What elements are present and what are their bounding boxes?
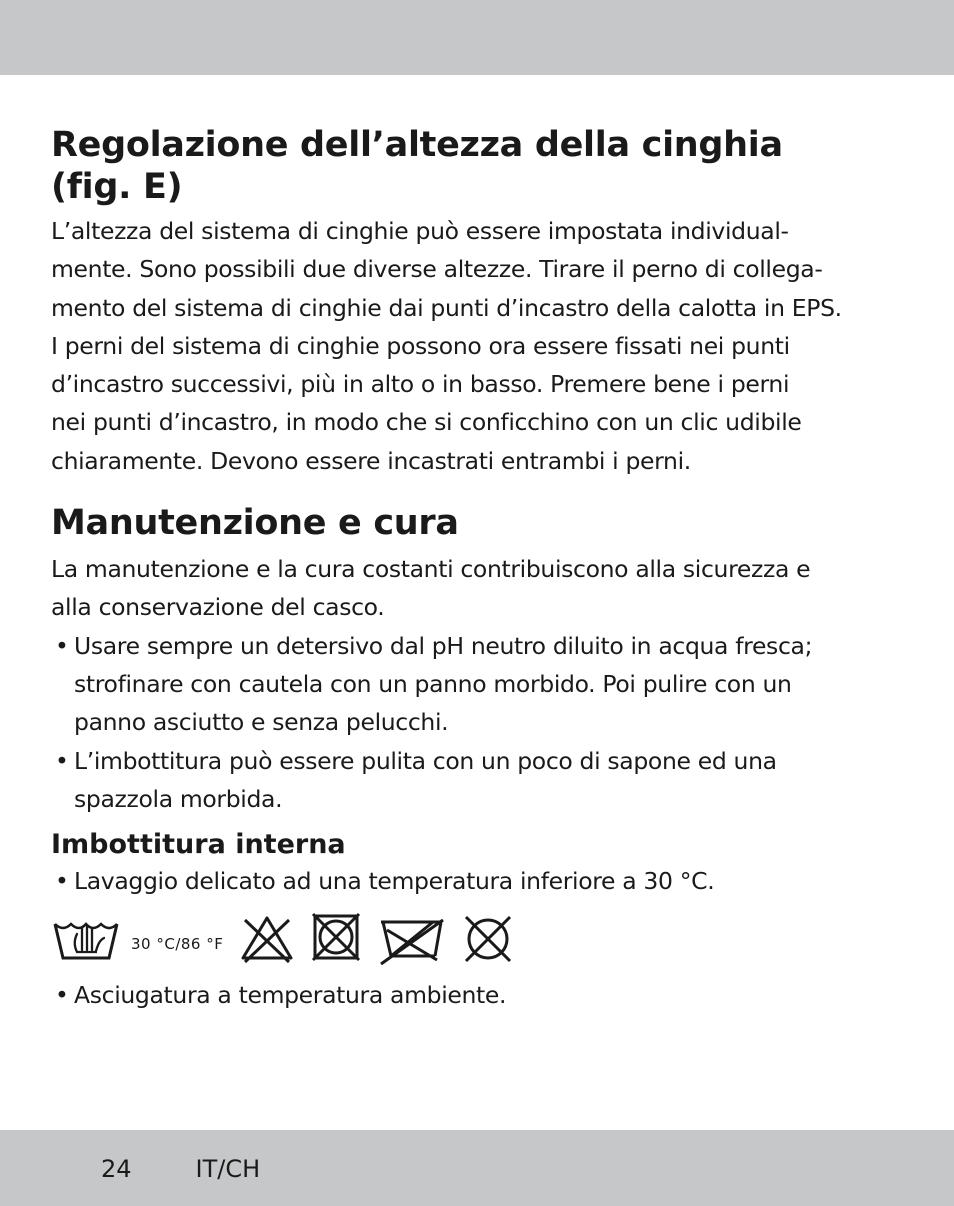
bullet-line: spazzola morbida. [74, 784, 283, 813]
care-section-heading: Manutenzione e cura [51, 503, 459, 544]
padding-wash-list [51, 862, 911, 900]
strap-line: mente. Sono possibili due diverse altezze. Tirare il perno di collega- [51, 255, 823, 284]
wash-temperature-label: 30 °C/86 °F [131, 935, 224, 954]
bullet-line: strofinare con cautela con un panno morbido. Poi pulire con un [74, 669, 792, 698]
strap-line: chiaramente. Devono essere incastrati entrambi i perni. [51, 446, 691, 475]
care-intro-line: alla conservazione del casco. [51, 593, 385, 622]
no-bleach-icon [239, 914, 295, 964]
page-number: 24 [101, 1155, 132, 1183]
page-content [51, 124, 911, 1015]
padding-section-heading: Imbottitura interna [51, 829, 346, 861]
strap-paragraph [51, 212, 911, 480]
bullet-line: panno asciutto e senza pelucchi. [74, 708, 449, 737]
page-footer [101, 1151, 260, 1187]
care-bullet-padding-soap [51, 742, 911, 819]
strap-section-heading [51, 124, 911, 208]
no-dry-clean-icon [461, 914, 515, 964]
strap-line: d’incastro successivi, più in alto o in basso. Premere bene i perni [51, 370, 790, 399]
care-symbols-row [51, 910, 911, 968]
bullet-line: Usare sempre un detersivo dal pH neutro diluito in acqua fresca; [74, 631, 813, 660]
strap-line: L’altezza del sistema di cinghie può essere impostata individual- [51, 217, 789, 245]
strap-line: I perni del sistema di cinghie possono ora essere fissati nei punti [51, 331, 790, 360]
care-bullet-detergent [51, 627, 911, 742]
care-bullet-list [51, 627, 911, 818]
strap-heading-line-2: (fig. E) [51, 167, 183, 207]
padding-bullet-wash: • Lavaggio delicato ad una temperatura inferiore a 30 °C. [51, 862, 911, 900]
care-intro-line: La manutenzione e la cura costanti contribuiscono alla sicurezza e [51, 555, 811, 584]
strap-line: mento del sistema di cinghie dai punti d’incastro della calotta in EPS. [51, 293, 842, 322]
strap-heading-line-1: Regolazione dell’altezza della cinghia [51, 125, 783, 165]
care-intro-paragraph [51, 550, 911, 627]
padding-bullet-dry: • Asciugatura a temperatura ambiente. [51, 976, 911, 1014]
language-code: IT/CH [195, 1155, 261, 1183]
no-iron-icon [377, 912, 447, 966]
no-tumble-dry-icon [309, 912, 365, 966]
strap-line: nei punti d’incastro, in modo che si conficchino con un clic udibile [51, 408, 802, 437]
hand-wash-icon [51, 914, 121, 964]
padding-dry-list [51, 976, 911, 1014]
bullet-line: L’imbottitura può essere pulita con un poco di sapone ed una [74, 746, 777, 775]
header-band [0, 0, 954, 75]
